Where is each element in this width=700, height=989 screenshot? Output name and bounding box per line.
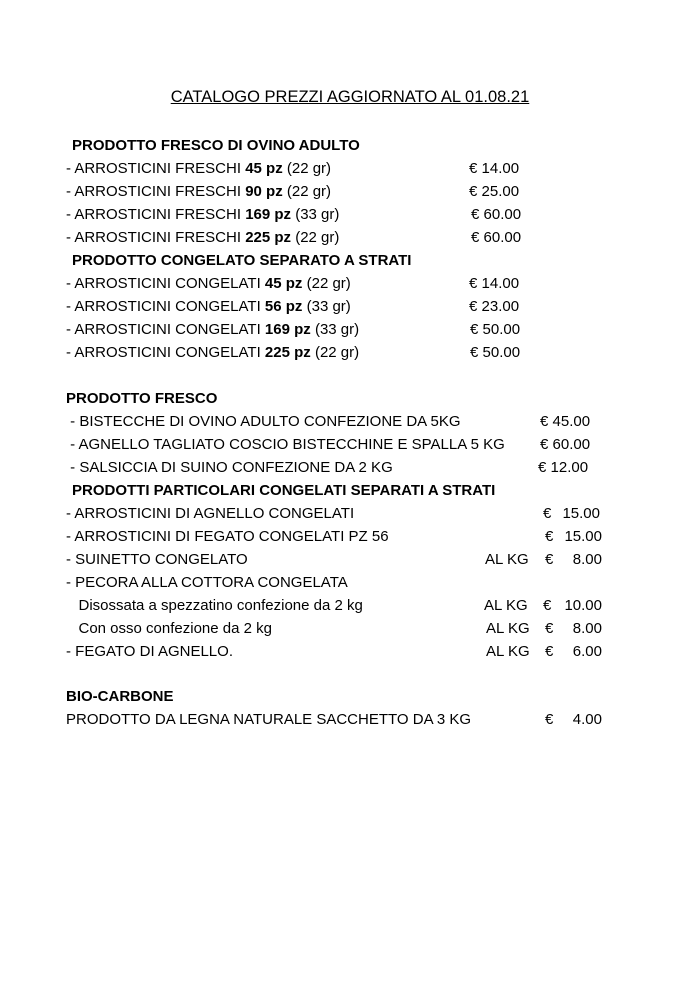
list-item: - ARROSTICINI DI AGNELLO CONGELATI [66, 505, 355, 522]
item-weight: (33 gr) [302, 298, 351, 315]
item-price: € 45.00 [540, 413, 591, 430]
item-price: € 14.00 [469, 160, 520, 177]
section-heading-fresh-ovine: PRODOTTO FRESCO DI OVINO ADULTO [72, 137, 360, 154]
list-item [66, 227, 339, 249]
item-currency: € [545, 620, 554, 637]
list-item [66, 319, 359, 341]
section-heading-bio-carbone: BIO-CARBONE [66, 688, 174, 705]
item-amount: 8.00 [572, 620, 602, 637]
item-currency: € [545, 711, 554, 728]
item-price: € 60.00 [540, 436, 591, 453]
item-name: - ARROSTICINI FRESCHI [66, 229, 246, 246]
section-heading-special-frozen: PRODOTTI PARTICOLARI CONGELATI SEPARATI A STRATI [72, 482, 496, 499]
item-amount: 4.00 [572, 711, 602, 728]
item-quantity: 45 pz [245, 160, 283, 177]
item-unit: AL KG [486, 620, 530, 637]
item-amount: 10.00 [564, 597, 602, 614]
item-price: € 12.00 [538, 459, 589, 476]
list-item [66, 181, 331, 203]
item-price: € 23.00 [469, 298, 520, 315]
item-currency: € [545, 643, 554, 660]
item-quantity: 225 pz [245, 229, 292, 246]
list-item [66, 342, 359, 364]
list-item: - PECORA ALLA COTTORA CONGELATA [66, 574, 348, 591]
list-item [66, 273, 351, 295]
item-weight: (33 gr) [291, 206, 340, 223]
item-quantity: 169 pz [264, 321, 311, 338]
item-quantity: 169 pz [245, 206, 292, 223]
item-name: - ARROSTICINI CONGELATI [66, 298, 265, 315]
item-price: € 50.00 [470, 344, 521, 361]
item-name: - ARROSTICINI CONGELATI [66, 321, 265, 338]
item-currency: € [543, 597, 552, 614]
item-weight: (22 gr) [310, 344, 360, 361]
item-amount: 15.00 [562, 505, 600, 522]
item-weight: (33 gr) [310, 321, 360, 338]
list-item: Con osso confezione da 2 kg [66, 620, 272, 637]
list-item: PRODOTTO DA LEGNA NATURALE SACCHETTO DA 3 KG [66, 711, 472, 728]
item-unit: AL KG [486, 643, 530, 660]
item-name: - ARROSTICINI CONGELATI [66, 344, 265, 361]
list-item [66, 296, 351, 318]
item-amount: 15.00 [564, 528, 602, 545]
item-name: - ARROSTICINI FRESCHI [66, 183, 246, 200]
page-title: CATALOGO PREZZI AGGIORNATO AL 01.08.21 [170, 88, 530, 106]
list-item: - ARROSTICINI DI FEGATO CONGELATI PZ 56 [66, 528, 389, 545]
item-weight: (22 gr) [302, 275, 351, 292]
item-amount: 6.00 [572, 643, 602, 660]
item-currency: € [543, 505, 552, 522]
list-item [66, 204, 339, 226]
item-quantity: 90 pz [245, 183, 283, 200]
item-unit: AL KG [484, 597, 528, 614]
item-weight: (22 gr) [291, 229, 340, 246]
list-item: - SALSICCIA DI SUINO CONFEZIONE DA 2 KG [66, 459, 393, 476]
item-quantity: 225 pz [264, 344, 311, 361]
item-unit: AL KG [485, 551, 529, 568]
list-item: Disossata a spezzatino confezione da 2 kg [66, 597, 363, 614]
section-heading-frozen-layered: PRODOTTO CONGELATO SEPARATO A STRATI [72, 252, 412, 269]
list-item [66, 158, 331, 180]
item-currency: € [545, 528, 554, 545]
item-price: € 60.00 [471, 229, 522, 246]
item-price: € 25.00 [469, 183, 520, 200]
item-price: € 14.00 [469, 275, 520, 292]
item-price: € 60.00 [471, 206, 522, 223]
item-quantity: 45 pz [264, 275, 303, 292]
item-price: € 50.00 [470, 321, 521, 338]
list-item: - SUINETTO CONGELATO [66, 551, 248, 568]
item-currency: € [545, 551, 554, 568]
item-quantity: 56 pz [264, 298, 303, 315]
list-item: - FEGATO DI AGNELLO. [66, 643, 233, 660]
item-name: - ARROSTICINI CONGELATI [66, 275, 265, 292]
list-item: - BISTECCHE DI OVINO ADULTO CONFEZIONE DA 5KG [66, 413, 461, 430]
item-amount: 8.00 [572, 551, 602, 568]
item-name: - ARROSTICINI FRESCHI [66, 160, 246, 177]
item-name: - ARROSTICINI FRESCHI [66, 206, 246, 223]
list-item: - AGNELLO TAGLIATO COSCIO BISTECCHINE E SPALLA 5 KG [66, 436, 505, 453]
item-weight: (22 gr) [282, 183, 332, 200]
item-weight: (22 gr) [282, 160, 332, 177]
section-heading-fresh: PRODOTTO FRESCO [66, 390, 218, 407]
